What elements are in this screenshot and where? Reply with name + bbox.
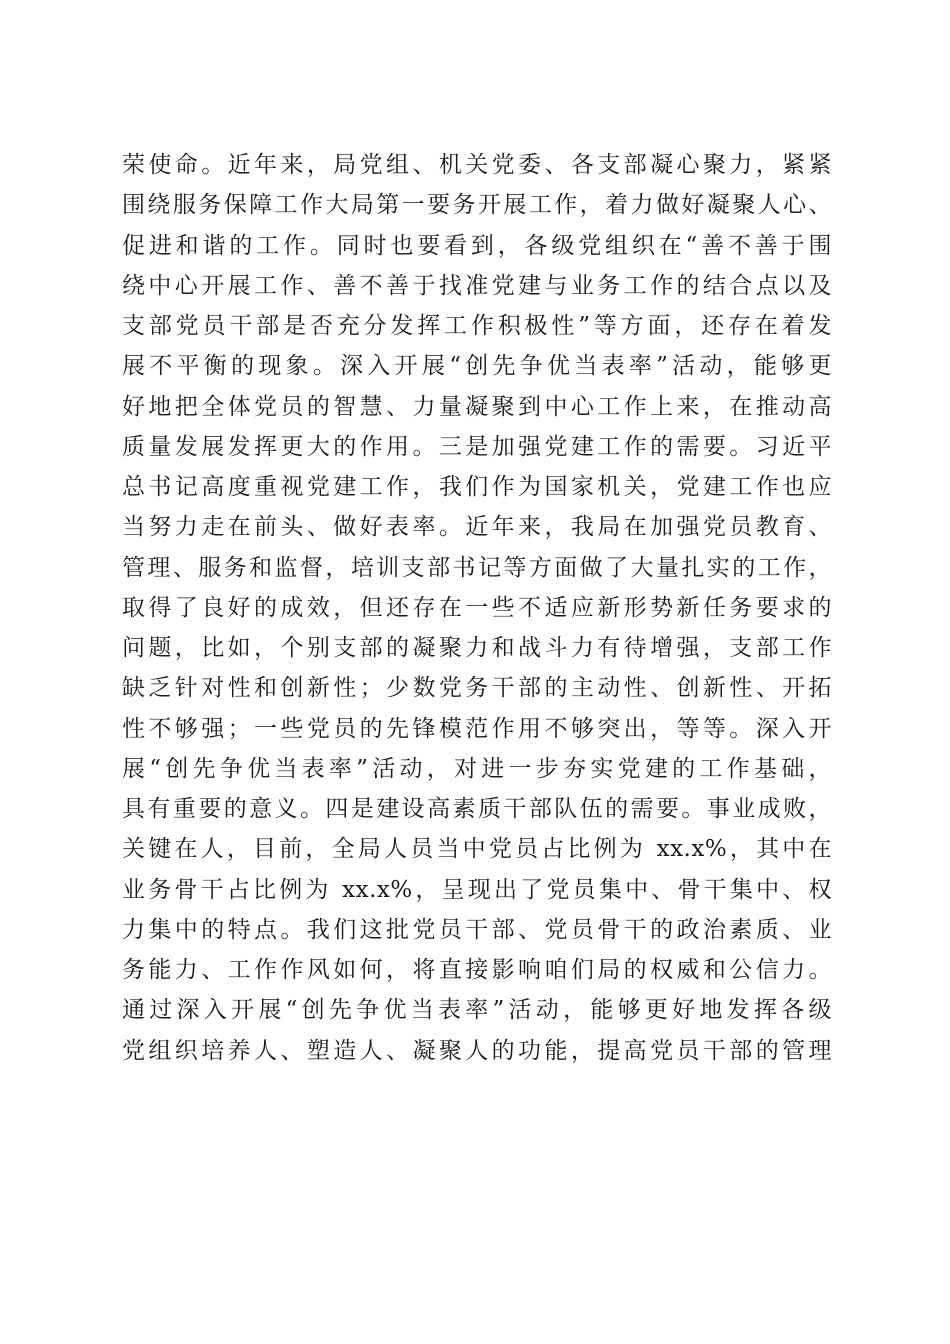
text-line-19: 业务骨干占比例为 xx.x%，呈现出了党员集中、骨干集中、权 — [122, 876, 832, 903]
text-line-6: 展不平衡的现象。深入开展“创先争优当表率”活动，能够更 — [122, 353, 832, 380]
text-line-18: 关键在人，目前，全局人员当中党员占比例为 xx.x%，其中在 — [122, 836, 832, 863]
text-line-4: 绕中心开展工作、善不善于找准党建与业务工作的结合点以及 — [122, 272, 832, 299]
text-line-12: 取得了良好的成效，但还存在一些不适应新形势新任务要求的 — [122, 594, 832, 621]
text-line-21: 务能力、工作作风如何，将直接影响咱们局的权威和公信力。 — [122, 957, 832, 983]
text-line-13: 问题，比如，个别支部的凝聚力和战斗力有待增强，支部工作 — [122, 635, 832, 661]
text-line-11: 管理、服务和监督，培训支部书记等方面做了大量扎实的工作， — [122, 554, 832, 581]
text-line-2: 围绕服务保障工作大局第一要务开展工作，着力做好凝聚人心、 — [122, 192, 832, 219]
text-line-3: 促进和谐的工作。同时也要看到，各级党组织在“善不善于围 — [122, 232, 832, 259]
text-line-5: 支部党员干部是否充分发挥工作积极性”等方面，还存在着发 — [122, 313, 832, 339]
text-line-1: 荣使命。近年来，局党组、机关党委、各支部凝心聚力，紧紧 — [122, 152, 832, 178]
text-line-7: 好地把全体党员的智慧、力量凝聚到中心工作上来，在推动高 — [122, 393, 832, 420]
text-line-20: 力集中的特点。我们这批党员干部、党员骨干的政治素质、业 — [122, 916, 832, 943]
text-line-16: 展“创先争优当表率”活动，对进一步夯实党建的工作基础， — [122, 755, 832, 782]
text-line-23: 党组织培养人、塑造人、凝聚人的功能，提高党员干部的管理 — [122, 1037, 832, 1064]
text-line-22: 通过深入开展“创先争优当表率”活动，能够更好地发挥各级 — [122, 997, 832, 1024]
text-line-17: 具有重要的意义。四是建设高素质干部队伍的需要。事业成败， — [122, 796, 832, 822]
text-line-9: 总书记高度重视党建工作，我们作为国家机关，党建工作也应 — [122, 474, 832, 500]
text-line-14: 缺乏针对性和创新性；少数党务干部的主动性、创新性、开拓 — [122, 675, 832, 702]
body-text — [122, 145, 832, 1071]
text-line-8: 质量发展发挥更大的作用。三是加强党建工作的需要。习近平 — [122, 433, 832, 460]
text-line-15: 性不够强；一些党员的先锋模范作用不够突出，等等。深入开 — [122, 715, 832, 742]
text-line-10: 当努力走在前头、做好表率。近年来，我局在加强党员教育、 — [122, 514, 832, 541]
